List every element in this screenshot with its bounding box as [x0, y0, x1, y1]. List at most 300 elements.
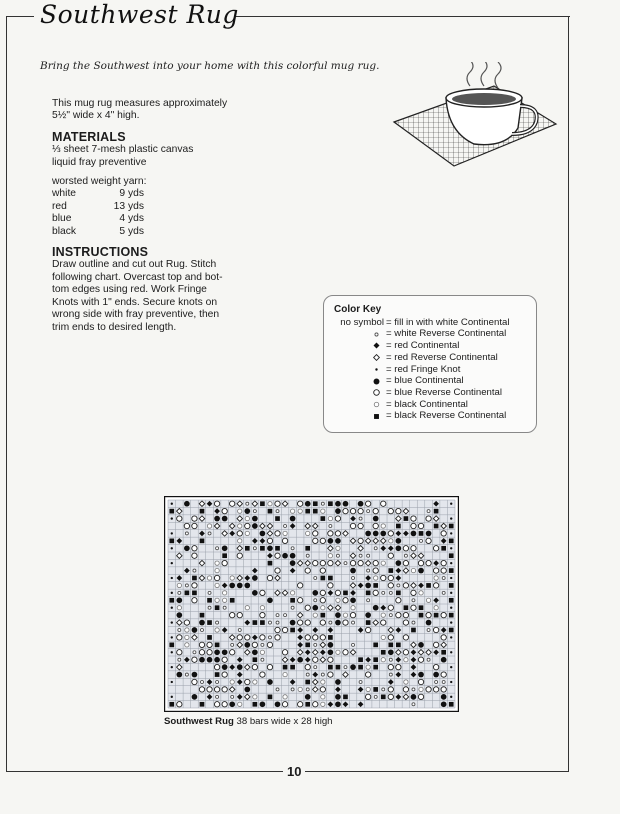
stitch-symbol: [411, 546, 416, 551]
stitch-symbol: [276, 688, 279, 691]
stitch-symbol: [365, 583, 371, 589]
stitch-symbol: [426, 583, 431, 588]
stitch-symbol: [291, 688, 294, 691]
stitch-symbol: [222, 508, 227, 513]
stitch-symbol: [171, 681, 173, 683]
stitch-symbol: [222, 553, 227, 558]
stitch-symbol: [411, 531, 417, 537]
stitch-symbol: [230, 612, 235, 617]
stitch-symbol: [222, 598, 226, 602]
stitch-symbol: [381, 501, 386, 506]
stitch-symbol: [320, 687, 325, 692]
yarn-row: [52, 188, 267, 200]
stitch-symbol: [343, 591, 348, 596]
stitch-symbol: [238, 524, 242, 528]
stitch-symbol: [185, 635, 189, 639]
stitch-symbol: [176, 612, 182, 618]
yarn-color: blue: [52, 213, 72, 225]
stitch-symbol: [396, 612, 401, 617]
stitch-symbol: [231, 695, 234, 698]
color-key-label: = black Continental: [386, 398, 468, 410]
stitch-symbol: [222, 545, 228, 551]
stitch-symbol: [260, 620, 265, 625]
stitch-symbol: [267, 679, 273, 685]
stitch-symbol: [268, 636, 271, 639]
stitch-symbol: [276, 614, 279, 617]
stitch-symbol: [352, 643, 355, 646]
stitch-symbol: [238, 628, 241, 631]
stitch-symbol: [184, 523, 189, 528]
stitch-symbol: [313, 538, 318, 543]
stitch-symbol: [171, 517, 173, 519]
stitch-symbol: [411, 605, 416, 610]
stitch-symbol: [177, 516, 182, 521]
color-key-row: [334, 410, 526, 422]
yarn-row: [52, 213, 267, 225]
stitch-symbol: [252, 649, 258, 655]
stitch-symbol: [411, 628, 416, 633]
stitch-symbol: [450, 651, 452, 653]
stitch-symbol: [171, 592, 173, 594]
stitch-symbol: [252, 523, 258, 529]
stitch-symbol: [192, 546, 197, 551]
stitch-symbol: [275, 546, 280, 551]
stitch-symbol: [208, 606, 211, 609]
stitch-symbol: [192, 553, 197, 558]
stitch-symbol: [312, 605, 318, 611]
stitch-symbol: [238, 539, 242, 543]
stitch-symbol: [449, 539, 454, 544]
stitch-symbol: [335, 612, 341, 618]
stitch-symbol: [433, 627, 438, 632]
stitch-symbol: [215, 583, 219, 587]
stitch-symbol: [192, 516, 197, 521]
stitch-symbol: [426, 538, 431, 543]
stitch-symbol: [344, 562, 347, 565]
chart-caption: [164, 716, 333, 727]
stitch-symbol: [268, 621, 271, 624]
stitch-symbol: [442, 680, 445, 683]
stitch-symbol: [335, 531, 340, 536]
stitch-symbol: [388, 568, 393, 573]
stitch-symbol: [389, 614, 392, 617]
stitch-symbol: [320, 620, 325, 625]
stitch-symbol: [367, 510, 370, 513]
stitch-symbol: [404, 680, 408, 684]
stitch-symbol: [253, 620, 258, 625]
stitch-symbol: [366, 665, 370, 669]
color-key-label: = red Continental: [386, 340, 460, 352]
stitch-symbol: [290, 516, 296, 522]
instruction-line: wrong side with fray preventive, then: [52, 309, 220, 321]
stitch-symbol: [366, 591, 371, 596]
stitch-symbol: [335, 501, 341, 507]
stitch-symbol: [267, 642, 272, 647]
stitch-symbol: [245, 635, 250, 640]
stitch-symbol: [282, 650, 287, 655]
stitch-symbol: [245, 606, 249, 610]
stitch-symbol: [171, 607, 173, 609]
stitch-symbol: [169, 509, 174, 514]
stitch-symbol: [192, 672, 198, 678]
stitch-symbol: [433, 546, 438, 551]
stitch-symbol: [313, 560, 318, 565]
stitch-symbol: [373, 657, 378, 662]
stitch-symbol: [305, 605, 310, 610]
stitch-symbol: [396, 664, 401, 669]
stitch-symbol: [320, 635, 325, 640]
color-key-symbol: [334, 366, 386, 373]
stitch-symbol: [450, 696, 452, 698]
stitch-symbol: [418, 679, 423, 684]
stitch-symbol: [314, 666, 317, 669]
stitch-symbol: [335, 538, 341, 544]
stitch-symbol: [282, 702, 287, 707]
stitch-symbol: [229, 583, 235, 589]
stitch-symbol: [449, 628, 454, 633]
stitch-symbol: [426, 531, 432, 537]
stitch-symbol: [441, 687, 446, 692]
stitch-symbol: [192, 598, 197, 603]
stitch-symbol: [176, 672, 182, 678]
stitch-symbol: [374, 576, 378, 580]
stitch-symbol: [442, 576, 445, 579]
material-item: liquid fray preventive: [52, 156, 147, 168]
stitch-symbol: [207, 598, 212, 603]
stitch-symbol: [268, 561, 273, 566]
stitch-symbol: [373, 687, 378, 692]
stitch-symbol: [169, 643, 174, 648]
no-symbol-label: no symbol: [340, 316, 384, 328]
stitch-symbol: [321, 606, 325, 610]
stitch-symbol: [192, 523, 197, 528]
color-key-symbol: [334, 413, 386, 420]
stitch-symbol: [388, 575, 393, 580]
stitch-symbol: [351, 606, 355, 610]
stitch-symbol: [252, 590, 258, 596]
stitch-symbol: [373, 560, 378, 565]
stitch-symbol: [313, 509, 318, 514]
stitch-symbol: [396, 545, 402, 551]
stitch-symbol: [192, 583, 197, 588]
stitch-symbol: [328, 583, 333, 588]
stitch-symbol: [244, 687, 250, 693]
color-key-row: [334, 387, 526, 399]
stitch-symbol: [245, 546, 250, 551]
stitch-symbol: [215, 605, 220, 610]
stitch-symbol: [389, 591, 392, 594]
stitch-symbol: [441, 672, 446, 677]
stitch-symbol: [200, 509, 205, 514]
stitch-symbol: [335, 620, 341, 626]
stitch-symbol: [381, 650, 386, 655]
stitch-symbol: [261, 658, 264, 661]
stitch-symbol: [343, 613, 347, 617]
stitch-symbol: [268, 502, 272, 506]
stitch-symbol: [433, 642, 438, 647]
stitch-symbol: [418, 694, 423, 699]
stitch-symbol: [359, 554, 362, 557]
stitch-symbol: [305, 635, 310, 640]
stitch-symbol: [381, 575, 386, 580]
stitch-symbol: [449, 553, 454, 558]
instruction-line: trim ends to desired length.: [52, 321, 177, 333]
stitch-symbol: [230, 576, 234, 580]
stitch-symbol: [449, 568, 454, 573]
stitch-symbol: [275, 553, 280, 558]
stitch-symbol: [245, 679, 250, 684]
stitch-symbol: [328, 501, 333, 506]
stitch-symbol: [290, 620, 296, 626]
stitch-symbol: [336, 598, 340, 602]
stitch-symbol: [199, 687, 204, 692]
stitch-symbol: [336, 650, 340, 654]
stitch-symbol: [411, 590, 416, 595]
page-title: Southwest Rug: [40, 0, 239, 29]
stitch-symbol: [238, 702, 242, 706]
color-key-label: = blue Reverse Continental: [386, 386, 502, 398]
stitch-symbol: [328, 531, 333, 536]
stitch-symbol: [350, 597, 356, 603]
stitch-symbol: [177, 650, 182, 655]
stitch-symbol: [297, 657, 303, 663]
stitch-symbol: [320, 560, 325, 565]
stitch-symbol: [441, 560, 446, 565]
stitch-symbol: [169, 702, 174, 707]
yarn-amount: 13 yds: [113, 200, 144, 212]
instruction-line: Knots with 1" ends. Secure knots on: [52, 296, 218, 308]
stitch-symbol: [373, 643, 378, 648]
stitch-symbol: [192, 694, 198, 700]
stitch-symbol: [305, 664, 310, 669]
stitch-symbol: [261, 643, 264, 646]
stitch-symbol: [313, 531, 318, 536]
stitch-symbol: [214, 501, 219, 506]
stitch-symbol: [290, 665, 295, 670]
stitch-symbol: [388, 508, 393, 513]
intro-line-1: This mug rug measures approximately: [52, 98, 228, 109]
stitch-symbol: [222, 702, 227, 707]
stitch-symbol: [367, 599, 370, 602]
stitch-symbol: [312, 590, 318, 596]
stitch-symbol: [305, 546, 310, 551]
stitch-symbol: [450, 517, 452, 519]
stitch-symbol: [260, 650, 264, 654]
stitch-symbol: [245, 531, 249, 535]
stitch-symbol: [276, 510, 279, 513]
stitch-symbol: [214, 657, 220, 663]
stitch-symbol: [343, 650, 348, 655]
stitch-symbol: [192, 591, 197, 596]
yarn-amount: 5 yds: [119, 225, 144, 237]
stitch-symbol: [321, 680, 325, 684]
stitch-symbol: [449, 583, 454, 588]
stitch-symbol: [185, 643, 189, 647]
instruction-line: following chart. Overcast top and bot-: [52, 271, 223, 283]
instructions-heading: INSTRUCTIONS: [52, 245, 149, 260]
stitch-symbol: [275, 516, 280, 521]
page-number: 10: [283, 764, 305, 779]
yarn-color: black: [52, 225, 77, 237]
stitch-symbol: [237, 531, 242, 536]
stitch-symbol: [358, 657, 363, 662]
color-key-row: [334, 375, 526, 387]
stitch-symbol: [215, 628, 219, 632]
materials-heading: MATERIALS: [52, 129, 126, 144]
stitch-symbol: [396, 591, 401, 596]
stitch-symbol: [185, 673, 188, 676]
stitch-symbol: [321, 509, 325, 513]
color-key-symbol: [334, 342, 386, 349]
stitch-symbol: [237, 635, 242, 640]
color-key-row: [334, 364, 526, 376]
stitch-symbol: [373, 605, 379, 611]
stitch-symbol: [171, 562, 173, 564]
stitch-symbol: [283, 531, 287, 535]
stitch-symbol: [373, 665, 378, 670]
stitch-symbol: [344, 666, 347, 669]
stitch-symbol: [267, 597, 273, 603]
stitch-symbol: [215, 672, 220, 677]
stitch-symbol: [230, 501, 235, 506]
stitch-symbol: [214, 702, 219, 707]
stitch-chart: [164, 496, 459, 717]
stitch-symbol: [373, 583, 378, 588]
stitch-symbol: [449, 702, 454, 707]
stitch-symbol: [192, 657, 197, 662]
stitch-symbol: [193, 651, 196, 654]
stitch-symbol: [216, 547, 219, 550]
stitch-symbol: [426, 516, 431, 521]
stitch-symbol: [419, 687, 423, 691]
stitch-symbol: [396, 598, 401, 603]
chart-caption-size: 38 bars wide x 28 high: [233, 716, 333, 727]
stitch-symbol: [230, 598, 235, 603]
stitch-symbol: [367, 554, 370, 557]
stitch-symbol: [207, 635, 212, 640]
color-key-title: Color Key: [334, 304, 382, 315]
stitch-symbol: [434, 524, 439, 529]
stitch-symbol: [336, 665, 341, 670]
stitch-symbol: [426, 612, 431, 617]
stitch-symbol: [320, 538, 325, 543]
stitch-symbol: [207, 642, 212, 647]
stitch-symbol: [222, 687, 227, 692]
dot-small-icon: [373, 366, 380, 373]
stitch-symbol: [350, 568, 356, 574]
stitch-symbol: [404, 516, 409, 521]
stitch-symbol: [267, 538, 272, 543]
stitch-symbol: [434, 576, 438, 580]
stitch-symbol: [169, 539, 174, 544]
stitch-symbol: [282, 553, 288, 559]
color-key-label: = red Reverse Continental: [386, 351, 498, 363]
stitch-symbol: [314, 643, 317, 646]
stitch-symbol: [419, 613, 424, 618]
stitch-symbol: [441, 650, 446, 655]
stitch-symbol: [321, 695, 325, 699]
color-key-row: [334, 328, 526, 340]
stitch-symbol: [450, 577, 452, 579]
stitch-symbol: [252, 664, 257, 669]
stitch-symbol: [284, 614, 287, 617]
stitch-symbol: [178, 658, 181, 661]
stitch-symbol: [267, 545, 273, 551]
stitch-symbol: [290, 560, 296, 566]
circle-filled-icon: [373, 378, 380, 385]
stitch-symbol: [433, 568, 438, 573]
color-key-label: = blue Continental: [386, 375, 464, 387]
stitch-symbol: [298, 687, 302, 691]
stitch-symbol: [216, 680, 219, 683]
stitch-symbol: [215, 561, 219, 565]
stitch-symbol: [238, 509, 242, 513]
stitch-symbol: [403, 635, 408, 640]
stitch-symbol: [185, 591, 190, 596]
stitch-symbol: [275, 568, 280, 573]
stitch-symbol: [442, 591, 445, 594]
stitch-symbol: [426, 687, 431, 692]
stitch-symbol: [388, 649, 394, 655]
stitch-symbol: [260, 531, 266, 537]
stitch-symbol: [171, 636, 173, 638]
stitch-symbol: [381, 695, 386, 700]
stitch-symbol: [329, 621, 332, 624]
diamond-open-icon: [373, 354, 380, 361]
stitch-symbol: [246, 502, 249, 505]
stitch-symbol: [253, 702, 258, 707]
stitch-symbol: [403, 687, 408, 692]
stitch-symbol: [184, 620, 189, 625]
stitch-symbol: [283, 665, 288, 670]
stitch-symbol: [231, 643, 234, 646]
stitch-symbol: [426, 598, 430, 602]
stitch-symbol: [382, 688, 385, 691]
stitch-symbol: [283, 672, 287, 676]
stitch-symbol: [426, 620, 432, 626]
stitch-symbol: [450, 562, 452, 564]
stitch-symbol: [434, 509, 439, 514]
stitch-symbol: [306, 531, 310, 535]
stitch-symbol: [335, 694, 341, 700]
color-key-row: [334, 317, 526, 329]
circle-open-icon: [373, 389, 380, 396]
stitch-symbol: [216, 621, 219, 624]
stitch-symbol: [358, 665, 363, 670]
stitch-symbol: [223, 606, 226, 609]
stitch-symbol: [199, 642, 204, 647]
stitch-symbol: [313, 702, 318, 707]
stitch-symbol: [419, 531, 424, 536]
stitch-symbol: [313, 657, 318, 662]
stitch-symbol: [328, 649, 334, 655]
stitch-symbol: [176, 597, 182, 603]
stitch-symbol: [412, 621, 415, 624]
stitch-symbol: [450, 532, 452, 534]
stitch-symbol: [365, 612, 371, 618]
stitch-symbol: [314, 576, 317, 579]
stitch-symbol: [244, 642, 250, 648]
stitch-symbol: [441, 635, 446, 640]
stitch-symbol: [441, 701, 447, 707]
color-key-symbol: [334, 389, 386, 396]
stitch-symbol: [328, 538, 334, 544]
stitch-symbol: [335, 590, 340, 595]
stitch-symbol: [178, 628, 181, 631]
stitch-symbol: [283, 695, 287, 699]
stitch-symbol: [350, 612, 355, 617]
stitch-symbol: [450, 681, 452, 683]
